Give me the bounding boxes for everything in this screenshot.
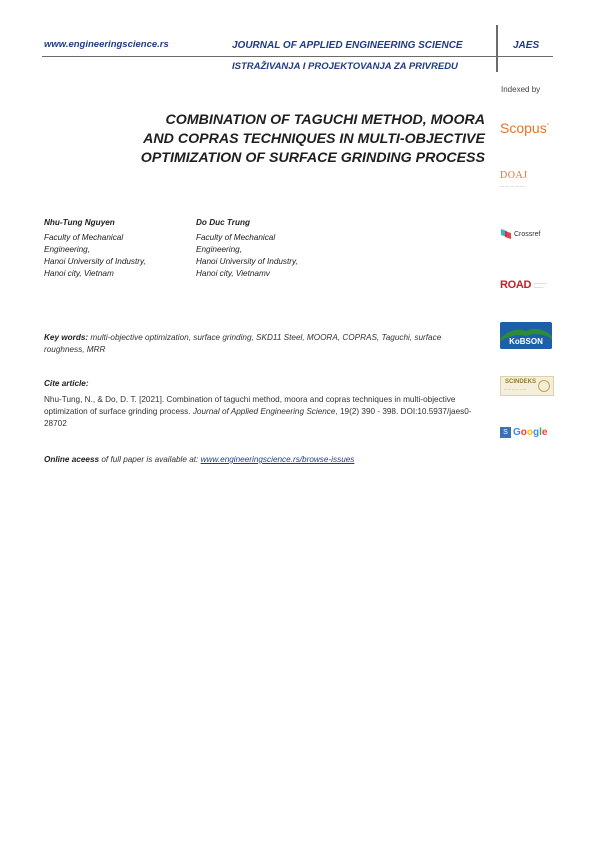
google-logo-text: Google bbox=[513, 427, 548, 438]
scopus-logo-text: Scopus bbox=[500, 120, 547, 136]
keywords-text: multi-objective optimization, surface grinding, SKD11 Steel, MOORA, COPRAS, Taguchi, surface roughness, MRR bbox=[44, 333, 442, 354]
crossref-logo-text: Crossref bbox=[514, 230, 541, 238]
author-name: Do Duc Trung bbox=[196, 218, 250, 227]
browse-issues-link[interactable]: www.engineeringscience.rs/browse-issues bbox=[200, 455, 355, 464]
author-block-1 bbox=[44, 217, 194, 280]
author-block-2 bbox=[196, 217, 346, 280]
site-url-link[interactable]: www.engineeringscience.rs bbox=[44, 39, 169, 50]
kobson-logo-text: KoBSON bbox=[509, 337, 543, 346]
online-access-label: Online aceess bbox=[44, 455, 100, 464]
google-scholar-logo[interactable] bbox=[500, 427, 547, 438]
doaj-logo[interactable] bbox=[500, 170, 540, 196]
indexed-by-label: Indexed by bbox=[501, 85, 541, 94]
online-access-text: of full paper is available at: bbox=[99, 455, 201, 464]
doaj-logo-text: DOAJ bbox=[500, 170, 528, 181]
journal-abbreviation: JAES bbox=[513, 40, 540, 51]
keywords bbox=[44, 332, 484, 356]
doaj-logo-mark: — — — — — bbox=[500, 183, 525, 188]
kobson-logo[interactable] bbox=[500, 322, 552, 349]
scholar-icon: S bbox=[500, 427, 511, 438]
author-affiliation-line: Hanoi University of Industry, bbox=[196, 257, 298, 266]
scindeks-circle-icon bbox=[538, 380, 550, 392]
online-access bbox=[44, 455, 354, 464]
scindeks-logo-mark: — — — — — — bbox=[504, 387, 527, 391]
scindeks-logo-text: SCINDEKS bbox=[505, 379, 537, 385]
citation-volume: , 19(2) 390 - 398. DOI:10.5937/jaes0-28702 bbox=[44, 407, 472, 428]
author-affiliation-line: Engineering, bbox=[196, 245, 242, 254]
author-affiliation-line: Faculty of Mechanical bbox=[44, 233, 124, 242]
title-line-3: OPTIMIZATION OF SURFACE GRINDING PROCESS bbox=[140, 150, 485, 166]
author-name: Nhu-Tung Nguyen bbox=[44, 218, 115, 227]
title-line-1: COMBINATION OF TAGUCHI METHOD, MOORA bbox=[165, 112, 485, 128]
scindeks-logo[interactable] bbox=[500, 376, 554, 396]
crossref-logo[interactable] bbox=[500, 228, 540, 240]
crossref-icon bbox=[500, 228, 512, 240]
scopus-logo[interactable]: Scopus° bbox=[500, 120, 550, 136]
journal-subtitle: ISTRAŽIVANJA I PROJEKTOVANJA ZA PRIVREDU bbox=[232, 61, 458, 72]
road-logo-text: ROAD bbox=[500, 279, 532, 291]
author-affiliation-line: Engineering, bbox=[44, 245, 90, 254]
author-affiliation-line: Hanoi University of Industry, bbox=[44, 257, 146, 266]
author-affiliation-line: Faculty of Mechanical bbox=[196, 233, 276, 242]
citation-text bbox=[44, 394, 489, 430]
header-vertical-divider bbox=[496, 25, 498, 72]
title-line-2: AND COPRAS TECHNIQUES IN MULTI-OBJECTIVE bbox=[143, 131, 485, 147]
road-logo-mark: ———— ——— bbox=[534, 281, 547, 289]
cite-label: Cite article: bbox=[44, 379, 89, 388]
citation-main: Nhu-Tung, N., & Do, D. T. [2021]. Combination of taguchi method, moora and copras techniques in multi-objective optimization of surface grinding process. bbox=[44, 395, 456, 416]
author-affiliation-line: Hanoi city, Vietnamv bbox=[196, 269, 270, 278]
header-horizontal-divider bbox=[42, 56, 553, 57]
article-title bbox=[60, 111, 485, 168]
citation-journal: Journal of Applied Engineering Science bbox=[192, 407, 336, 416]
journal-name: JOURNAL OF APPLIED ENGINEERING SCIENCE bbox=[232, 40, 463, 51]
author-affiliation-line: Hanoi city, Vietnam bbox=[44, 269, 114, 278]
road-logo[interactable] bbox=[500, 279, 550, 291]
keywords-label: Key words: bbox=[44, 333, 89, 342]
